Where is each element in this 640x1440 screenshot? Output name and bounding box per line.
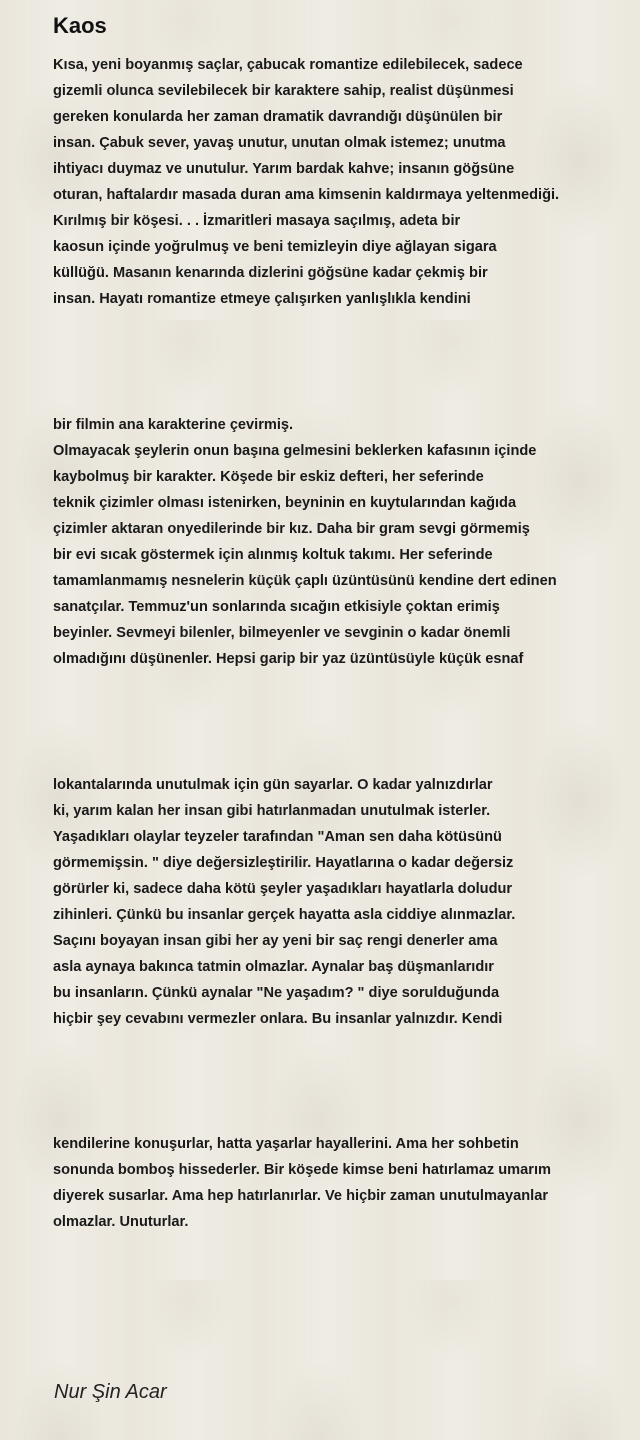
poem-stanza-3: lokantalarında unutulmak için gün sayarlar. O kadar yalnızdırlar ki, yarım kalan her insan gibi hatırlanmadan unutulmak isterler. Yaşadıkları olaylar teyzeler tarafından "Aman sen daha kötüsünü görmemişsin. " diye değersizleştirilir. Hayatlarına o kadar değersiz görürler ki, sadece daha kötü şeyler yaşadıkları hayatlarla doludur zihinleri. Çünkü bu insanlar gerçek hayatta asla ciddiye alınmazlar. Saçını boyayan insan gibi her ay yeni bir saç rengi denerler ama asla aynaya bakınca tatmin olmazlar. Aynalar baş düşmanlarıdır bu insanların. Çünkü aynalar "Ne yaşadım? " diye sorulduğunda hiçbir şey cevabını vermezler onlara. Bu insanlar yalnızdır. Kendi bbox=[53, 777, 516, 1027]
poem-title: Kaos bbox=[53, 13, 107, 38]
poem-author: Nur Şin Acar bbox=[54, 1381, 167, 1403]
poem-stanza-4: kendilerine konuşurlar, hatta yaşarlar hayallerini. Ama her sohbetin sonunda bomboş hissederler. Bir köşede kimse beni hatırlamaz umarım diyerek susarlar. Ama hep hatırlanırlar. Ve hiçbir zaman unutulmayanlar olmazlar. Unuturlar. bbox=[53, 1136, 551, 1230]
poem-stanza-2: bir filmin ana karakterine çevirmiş. Olmayacak şeylerin onun başına gelmesini beklerken kafasının içinde kaybolmuş bir karakter. Köşede bir eskiz defteri, her seferinde teknik çizimler olması istenirken, beyninin en kuytularından kağıda çizimler aktaran onyedilerinde bir kız. Daha bir gram sevgi görmemiş bir evi sıcak göstermek için alınmış koltuk takımı. Her seferinde tamamlanmamış nesnelerin küçük çaplı üzüntüsünü kendine dert edinen sanatçılar. Temmuz'un sonlarında sıcağın etkisiyle çoktan erimiş beyinler. Sevmeyi bilenler, bilmeyenler ve sevginin o kadar önemli olmadığını düşünenler. Hepsi garip bir yaz üzüntüsüyle küçük esnaf bbox=[53, 417, 557, 667]
poem-stanza-1: Kısa, yeni boyanmış saçlar, çabucak romantize edilebilecek, sadece gizemli olunca sevilebilecek bir karaktere sahip, realist düşünmesi gereken konularda her zaman dramatik davrandığı düşünülen bir insan. Çabuk sever, yavaş unutur, unutan olmak istemez; unutma ihtiyacı duymaz ve unutulur. Yarım bardak kahve; insanın göğsüne oturan, haftalardır masada duran ama kimsenin kaldırmaya yeltenmediği. Kırılmış bir köşesi. . . İzmaritleri masaya saçılmış, adeta bir kaosun içinde yoğrulmuş ve beni temizleyin diye ağlayan sigara küllüğü. Masanın kenarında dizlerini göğsüne kadar çekmiş bir insan. Hayatı romantize etmeye çalışırken yanlışlıkla kendini bbox=[53, 57, 560, 307]
